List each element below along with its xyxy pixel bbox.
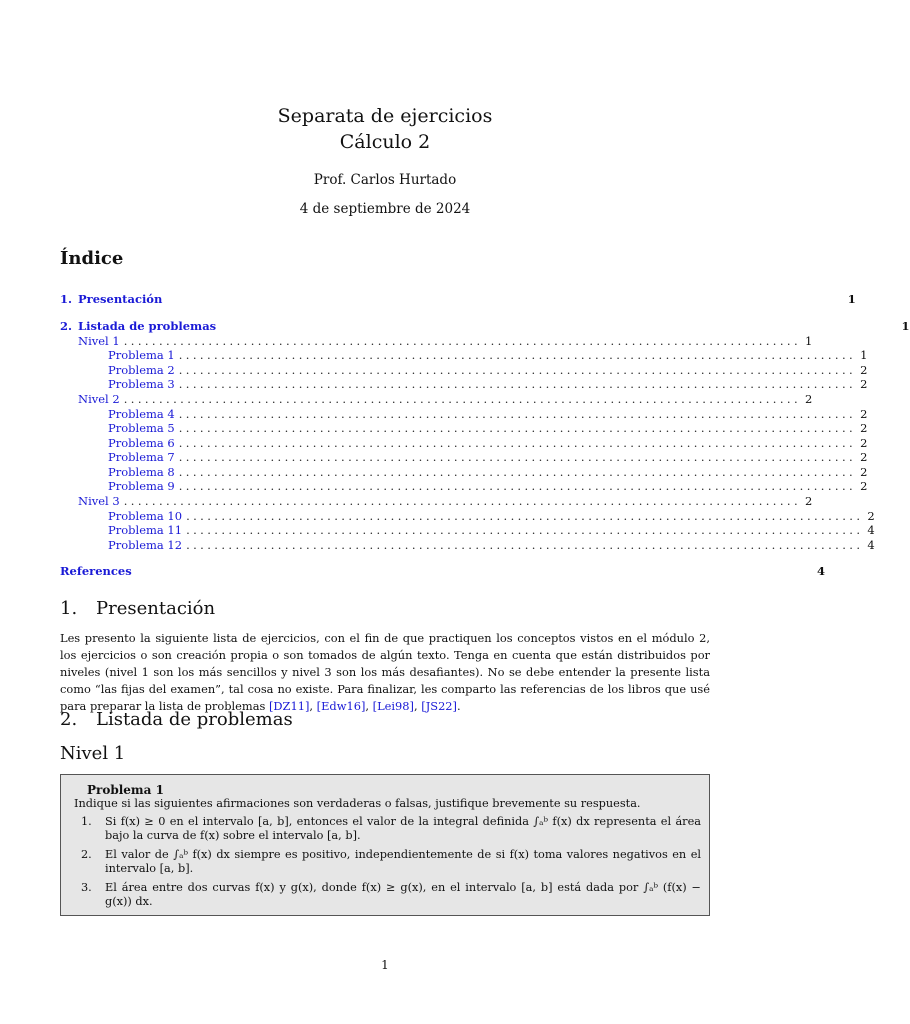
toc-label[interactable]: Problema 10 <box>108 509 183 523</box>
toc-entry-problema-5[interactable]: Problema 5 ................................................................................................ 2 <box>108 421 868 435</box>
toc-entry-problema-8[interactable]: Problema 8 ................................................................................................ 2 <box>108 465 868 479</box>
toc-page: 2 <box>867 509 875 523</box>
toc-entry-problema-9[interactable]: Problema 9 ................................................................................................ 2 <box>108 479 868 493</box>
toc-label: Listada de problemas <box>78 319 217 333</box>
toc-page: 2 <box>860 363 868 377</box>
toc-label[interactable]: Problema 8 <box>108 465 175 479</box>
toc-label[interactable]: Problema 12 <box>108 538 183 552</box>
toc-label[interactable]: References <box>60 564 132 578</box>
toc-entry-problema-7[interactable]: Problema 7 ................................................................................................ 2 <box>108 450 868 464</box>
toc-entry-problema-3[interactable]: Problema 3 ................................................................................................ 2 <box>108 377 868 391</box>
toc-label[interactable]: Problema 11 <box>108 523 183 537</box>
presentation-paragraph: Les presento la siguiente lista de ejercicios, con el fin de que practiquen los conceptos vistos en el módulo 2, los ejercicios o son creación propia o son tomados de algún texto. Tenga en cuenta que están distribuidos por niveles (nivel 1 son los más sencillos y nivel 3 son los más desafiantes). No se debe entender la presente lista como “las fijas del examen”, tal cosa no existe. Para finalizar, les comparto las referencias de los libros que usé para preparar la lista de problemas [DZ11], [Edw16], [Lei98], [JS22]. <box>60 631 710 713</box>
toc-entry-problema-4[interactable]: Problema 4 ................................................................................................ 2 <box>108 407 868 421</box>
toc-label[interactable]: Nivel 3 <box>78 494 120 508</box>
toc-page: 1 <box>847 292 856 306</box>
section-heading-presentacion: 1. Presentación <box>60 598 216 619</box>
problem-box <box>60 774 710 916</box>
toc-label[interactable]: Nivel 2 <box>78 392 120 406</box>
toc-page: 2 <box>805 494 813 508</box>
toc-entry-problema-11[interactable]: Problema 11 ................................................................................................ 4 <box>108 523 875 537</box>
toc-entry-problema-1[interactable]: Problema 1 ................................................................................................ 1 <box>108 348 868 362</box>
toc-entry-problema-6[interactable]: Problema 6 ................................................................................................ 2 <box>108 436 868 450</box>
subsection-heading-nivel-1: Nivel 1 <box>60 743 126 764</box>
problem-item: 2. El valor de ∫ₐᵇ f(x) dx siempre es positivo, independientemente de si f(x) toma valores negativos en el intervalo [a, b]. <box>81 848 701 875</box>
problem-intro: Indique si las siguientes afirmaciones son verdaderas o falsas, justifique brevemente su respuesta. <box>74 797 641 810</box>
toc-page: 2 <box>860 377 868 391</box>
toc-page: 2 <box>860 450 868 464</box>
section-heading-listada: 2. Listada de problemas <box>60 709 293 730</box>
toc-entry-nivel-2[interactable]: Nivel 2 ................................................................................................ 2 <box>78 392 813 406</box>
toc-label[interactable]: Problema 6 <box>108 436 175 450</box>
toc-page: 1 <box>901 319 910 333</box>
toc-page: 2 <box>805 392 813 406</box>
citation-link[interactable]: [DZ11] <box>268 699 310 713</box>
toc-label[interactable]: Problema 5 <box>108 421 175 435</box>
toc-entry-problema-2[interactable]: Problema 2 ................................................................................................ 2 <box>108 363 868 377</box>
author: Prof. Carlos Hurtado <box>313 172 457 188</box>
toc-page: 1 <box>860 348 868 362</box>
toc-label[interactable]: Problema 9 <box>108 479 175 493</box>
toc-label[interactable]: Problema 7 <box>108 450 175 464</box>
toc-entry-nivel-3[interactable]: Nivel 3 ................................................................................................ 2 <box>78 494 813 508</box>
citation-link[interactable]: [Lei98] <box>372 699 414 713</box>
toc-page: 4 <box>867 523 875 537</box>
toc-page: 2 <box>860 407 868 421</box>
toc-page: 4 <box>867 538 875 552</box>
citation-link[interactable]: [Edw16] <box>316 699 366 713</box>
toc-page: 1 <box>805 334 813 348</box>
toc-heading: Índice <box>60 248 124 269</box>
toc-section-listada[interactable]: 2. Listada de problemas 1 <box>60 319 910 333</box>
toc-label[interactable]: Problema 4 <box>108 407 175 421</box>
toc-label[interactable]: Nivel 1 <box>78 334 120 348</box>
problem-title: Problema 1 <box>87 783 164 797</box>
problem-item: 3. El área entre dos curvas f(x) y g(x), donde f(x) ≥ g(x), en el intervalo [a, b] está dada por ∫ₐᵇ (f(x) − g(x)) dx. <box>81 881 701 908</box>
toc-page: 4 <box>817 564 826 578</box>
toc-label[interactable]: Problema 2 <box>108 363 175 377</box>
toc-entry-problema-10[interactable]: Problema 10 ................................................................................................ 2 <box>108 509 875 523</box>
problem-item: 1. Si f(x) ≥ 0 en el intervalo [a, b], entonces el valor de la integral definida ∫ₐᵇ f(x) dx representa el área bajo la curva de f(x) sobre el intervalo [a, b]. <box>81 815 701 842</box>
toc-page: 2 <box>860 465 868 479</box>
toc-section-references[interactable] <box>60 564 826 579</box>
document-subtitle: Cálculo 2 <box>339 131 431 153</box>
toc-page: 2 <box>860 421 868 435</box>
document-title: Separata de ejercicios <box>277 105 493 127</box>
toc-label[interactable]: Problema 3 <box>108 377 175 391</box>
toc-page: 2 <box>860 436 868 450</box>
toc-label: Presentación <box>78 292 163 306</box>
page-number: 1 <box>381 958 389 972</box>
toc-page: 2 <box>860 479 868 493</box>
toc-section-presentacion[interactable]: 1. Presentación 1 <box>60 292 856 306</box>
toc-entry-problema-12[interactable]: Problema 12 ................................................................................................ 4 <box>108 538 875 552</box>
citation-link[interactable]: [JS22] <box>421 699 458 713</box>
toc-label[interactable]: Problema 1 <box>108 348 175 362</box>
date: 4 de septiembre de 2024 <box>299 201 471 217</box>
toc-entry-nivel-1[interactable]: Nivel 1 ................................................................................................ 1 <box>78 334 813 348</box>
